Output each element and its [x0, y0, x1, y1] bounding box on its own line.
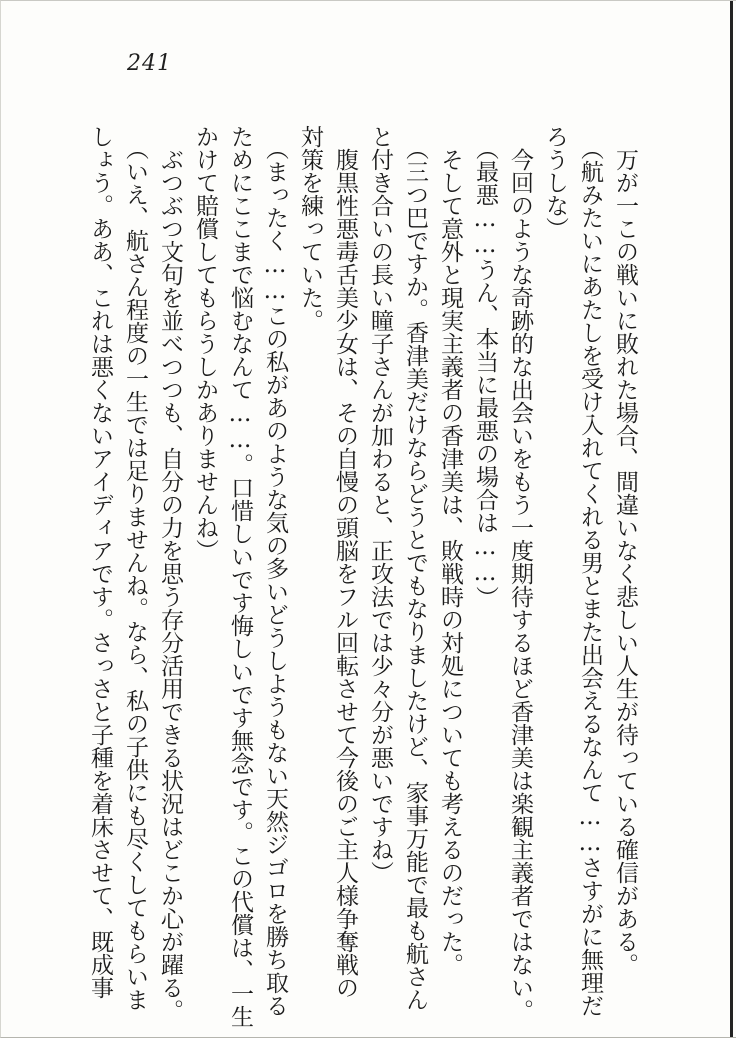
- text-column: （まったく……この私があのような気の多いどうしようもない天然ジゴロを勝ち取る: [262, 136, 288, 1017]
- text-column: （いえ、航さん程度の一生では足りませんね。なら、私の子供にも尽くしてもらいま: [122, 136, 148, 1011]
- text-column: 万が一この戦いに敗れた場合、間違いなく悲しい人生が待っている確信がある。: [612, 148, 638, 976]
- text-column: （三つ巴ですか。香津美だけならどうとでもなりましたけど、家事万能で最も航さん: [402, 136, 428, 1011]
- text-column: 腹黒性悪毒舌美少女は、その自慢の頭脳をフル回転させて今後のご主人様争奪戦の: [332, 148, 358, 999]
- text-column: （航みたいにあたしを受け入れてくれる男とまた出会えるなんて……さすがに無理だ: [577, 136, 603, 1017]
- text-column: かけて賠償してもらうしかありませんね）: [192, 125, 218, 562]
- text-column: 対策を練っていた。: [297, 125, 323, 332]
- text-column: しょう。ああ、これは悪くないアイディアです。さっさと子種を着床させて、既成事: [87, 125, 113, 999]
- text-column: ぶつぶつ文句を並べつつも、自分の力を思う存分活用できる状況はどこか心が躍る。: [157, 148, 183, 1022]
- page-edge-line: [730, 1, 733, 1037]
- text-column: そして意外と現実主義者の香津美は、敗戦時の対処についても考えるのだった。: [437, 148, 463, 976]
- text-column: （最悪……うん、本当に最悪の場合は……）: [472, 136, 498, 609]
- page-number: 241: [127, 51, 172, 76]
- text-column: 今回のような奇跡的な出会いをもう一度期待するほど香津美は楽観主義者ではない。: [507, 148, 533, 1022]
- text-column: と付き合いの長い瞳子さんが加わると、正攻法では少々分が悪いですね）: [367, 125, 393, 884]
- text-column: ろうしな）: [542, 125, 568, 240]
- body-text: [80, 125, 642, 1029]
- text-column: ためにここまで悩むなんて……。口惜しいです悔しいです無念です。この代償は、一生: [227, 125, 253, 1028]
